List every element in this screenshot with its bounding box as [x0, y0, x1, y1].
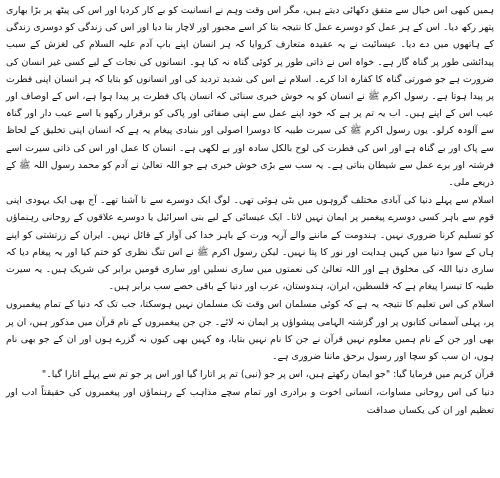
paragraph-3: اسلام کی اس تعلیم کا نتیجہ یہ ہے کہ کوئی مسلمان اس وقت تک مسلمان نہیں ہوسکتا، جب تک کہ دنیا کے تمام پیغمبروں پر، پہلی آسمانی کتابوں پر اور گزشتہ الہامی پیشواؤں پر ایمان نہ لائے۔ جن جن پیغمبروں کے نام قرآن میں مذکور ہیں، ان پر بھی اور جن کے نام ہمیں معلوم نہیں قرآن نے جن کا نام نہیں بتایا، وہ کہیں بھی کیوں نہ گزرے ہوں اور ان کے جو بھی نام ہوں، ان سب کو سچا اور رسول برحق ماننا ضروری ہے۔ [6, 299, 494, 363]
paragraph-5: دنیا کی اس روحانی مساوات، انسانی اخوت و برادری اور تمام سچے مذاہب کے رہنماؤں اور پیغمبروں کی حقیقتاً ادب اور تعظیم اور ان کی یکساں صداقت [6, 387, 494, 416]
quran-quote: قرآن کریم میں فرمایا گیا: "جو ایمان رکھتے ہیں، اس پر جو (نبی) تم پر اتارا گیا اور اس پر جو تم سے پہلے اتارا گیا۔" [41, 369, 494, 381]
paragraph-1: ہمیں کبھی اس خیال سے متفق دکھائی دیتے ہیں، مگر اس وقت وہم نے انسانیت کو بے کار کردیا اور اس کی پیٹھ پر بڑا بھاری پتھر رکھ دیا۔ اس کے ہر عمل کو دوسرے عمل کا نتیجہ بتا کر اسے مجبور اور لاچار بنا دیا اور اس کی زندگی کو دوسری زندگی کے ہاتھوں میں دے دیا۔ عیسائیت نے یہ عقیدہ متعارف کروایا کہ ہر انسان اپنے باپ آدم علیہ السلام کی لغزش کے سبب پیدائشی طور پر گناہ گار ہے۔ خواہ اس نے ذاتی طور پر کوئی گناہ نہ کیا ہو۔ انسانوں کی نجات کے لیے کسی غیر انسان کی ضرورت ہے جو صورتی گناہ کا کفارہ ادا کرے۔ اسلام نے اس کی شدید تردید کی اور انسانوں کو بتایا کہ ہر انسان اپنی فطرت پر پیدا ہوتا ہے۔ رسول اکرم ﷺ نے انسان کو یہ خوش خبری سنائی کہ انسان پاک فطرت پر پیدا ہوا ہے، اس کے اوصاف اور عیب اس کے اپنے ہیں۔ اب یہ تم پر ہے کہ خود اپنے عمل سے اپنی صفائی اور پاکی کو برقرار رکھو یا اسے عیب دار اور گناہ سے آلودہ کرلو۔ یوں رسول اکرم ﷺ کی سیرت طیبہ کا دوسرا اصولی اور بنیادی پیغام یہ ہے کہ انسان اپنی تخلیق کے لحاظ سے پاک اور بے گناہ ہے اور اس کی فطرت کی لوح بالکل سادہ اور بے لکھی ہے۔ انسان کا عمل اور اس کی ذاتی سیرت اسے فرشتہ اور برے عمل سے شیطان بناتی ہے۔ یہ سب سے بڑی خوش خبری ہے جو اللہ تعالیٰ نے آدم کو محمد رسول اللہ ﷺ کے ذریعے ملی۔ [6, 5, 494, 189]
paragraph-2: اسلام سے پہلے دنیا کی آبادی مختلف گروہوں میں بٹی ہوئی تھی۔ لوگ ایک دوسرے سے نا آشنا تھے۔ آج بھی ایک یہودی اپنی قوم سے باہر کسی دوسرے پیغمبر پر ایمان نہیں لاتا۔ ایک عیسائی کے لیے بنی اسرائیل یا دوسرے علاقوں کے روحانی رہنماؤں کو تسلیم کرنا ضروری نہیں۔ ہندومت کے ماننے والے آریہ ورت کے باہر خدا کی آواز کے قائل نہیں۔ ایران کے زرتشتی کو اپنے ہاں کے سوا دنیا میں کہیں ہدایت اور نور کا پتا نہیں۔ لیکن رسول اکرم ﷺ نے اس تنگ نظری کو ختم کیا اور یہ پیغام دیا کہ ساری دنیا اللہ کی مخلوق ہے اور اللہ تعالیٰ کی نعمتوں میں ساری نسلیں اور ساری قومیں برابر کی شریک ہیں۔ یہ سیرت طیبہ کا تیسرا پیغام ہے کہ فلسطین، ایران، ہندوستان، عرب اور دنیا کے باقی حصے سب برابر ہیں۔ [6, 195, 494, 293]
